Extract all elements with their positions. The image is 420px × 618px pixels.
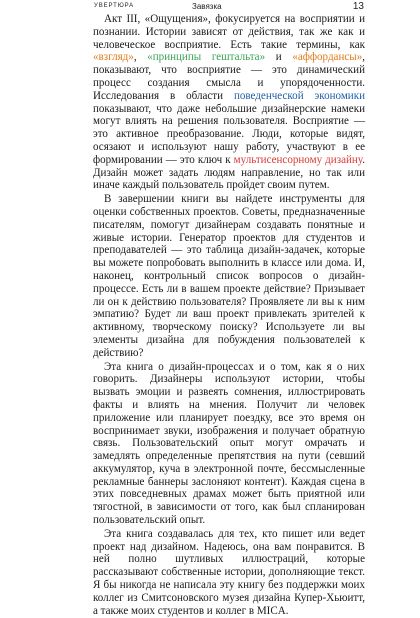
paragraph <box>93 528 365 618</box>
text-run: Эта книга о дизайн-процессах и о том, как я о них говорить. Дизайнеры используют истории, чтобы вызвать эмоции и развеять сомнения, иллюстрировать факты и влиять на мнения. Получит ли человек приложение или планирует поездку, все это время он воспринимает звуки, изображения и получает обратную связь. Пользовательский опыт могут омрачать и замедлять определенные препятствия на пути (севший аккумулятор, куча в электронной почте, бессмысленные рекламные баннеры заслоняют контент). Каждая сцена в этих повседневных драмах может быть приятной или тягостной, в зависимости от того, как был спланирован пользовательский опыт. <box>93 360 365 527</box>
text-run: и <box>265 51 293 64</box>
running-header <box>0 0 420 14</box>
highlighted-term: мультисенсорному дизайну <box>233 153 363 166</box>
text-run: В завершении книги вы найдете инструменты для оценки собственных проектов. Советы, предназначенные писателям, помогут дизайнерам создавать понятные и живые истории. Генератор проектов для студентов и преподавателей — это таблица дизайн-задачек, которые вы можете попробовать выполнить в классе или дома. И, наконец, контрольный список вопросов о дизайн-процессе. Есть ли в вашем проекте действие? Призывает ли он к действию пользователя? Проявляете ли вы к ним эмпатию? Будет ли ваш проект привлекать зрителей к активному, творческому поиску? Используете ли вы элементы дизайна для побуждения пользователей к действию? <box>93 193 365 359</box>
page-number: 13 <box>352 1 364 12</box>
text-run: . Дизайн может задать людям направление, но так или иначе каждый пользователь пройдет своим путем. <box>93 153 365 192</box>
highlighted-term: «взгляд» <box>93 51 134 64</box>
text-run: Эта книга создавалась для тех, кто пишет или ведет проект над дизайном. Надеюсь, она вам понравится. В ней полно шутливых иллюстраций, которые рассказывают собственные истории, дополняющие текст. Я бы никогда не написала эту книгу без поддержки моих коллег из Смитсоновского музея дизайна Купер-Хьюитт, а также моих студентов и коллег в MICA. <box>93 527 365 617</box>
text-run: Акт III, «Ощущения», фокусируется на восприятии и познании. Истории зависят от действия, так же как и человеческое восприятие. Есть такие термины, как <box>93 13 365 51</box>
section-title: Завязка <box>192 2 222 11</box>
text-run: показывают, что даже небольшие дизайнерские намеки могут влиять на решения пользователя. Восприятие — это активное преобразование. Люди, которые видят, осязают и используют нашу работу, участвуют в ее формировании — это ключ к <box>93 102 365 166</box>
chapter-title: УВЕРТЮРА <box>94 3 135 9</box>
body-text <box>93 13 365 618</box>
highlighted-term: «принципы гештальта» <box>147 51 266 64</box>
text-run: , <box>133 51 148 64</box>
highlighted-term: поведенческой экономики <box>233 89 365 102</box>
paragraph <box>93 13 365 192</box>
paragraph <box>93 361 365 527</box>
highlighted-term: «аффордансы» <box>292 51 363 64</box>
text-run: , показывают, что восприятие — это динамический процесс создания смысла и упорядоченности. Исследования в области <box>93 51 365 102</box>
paragraph <box>93 193 365 359</box>
